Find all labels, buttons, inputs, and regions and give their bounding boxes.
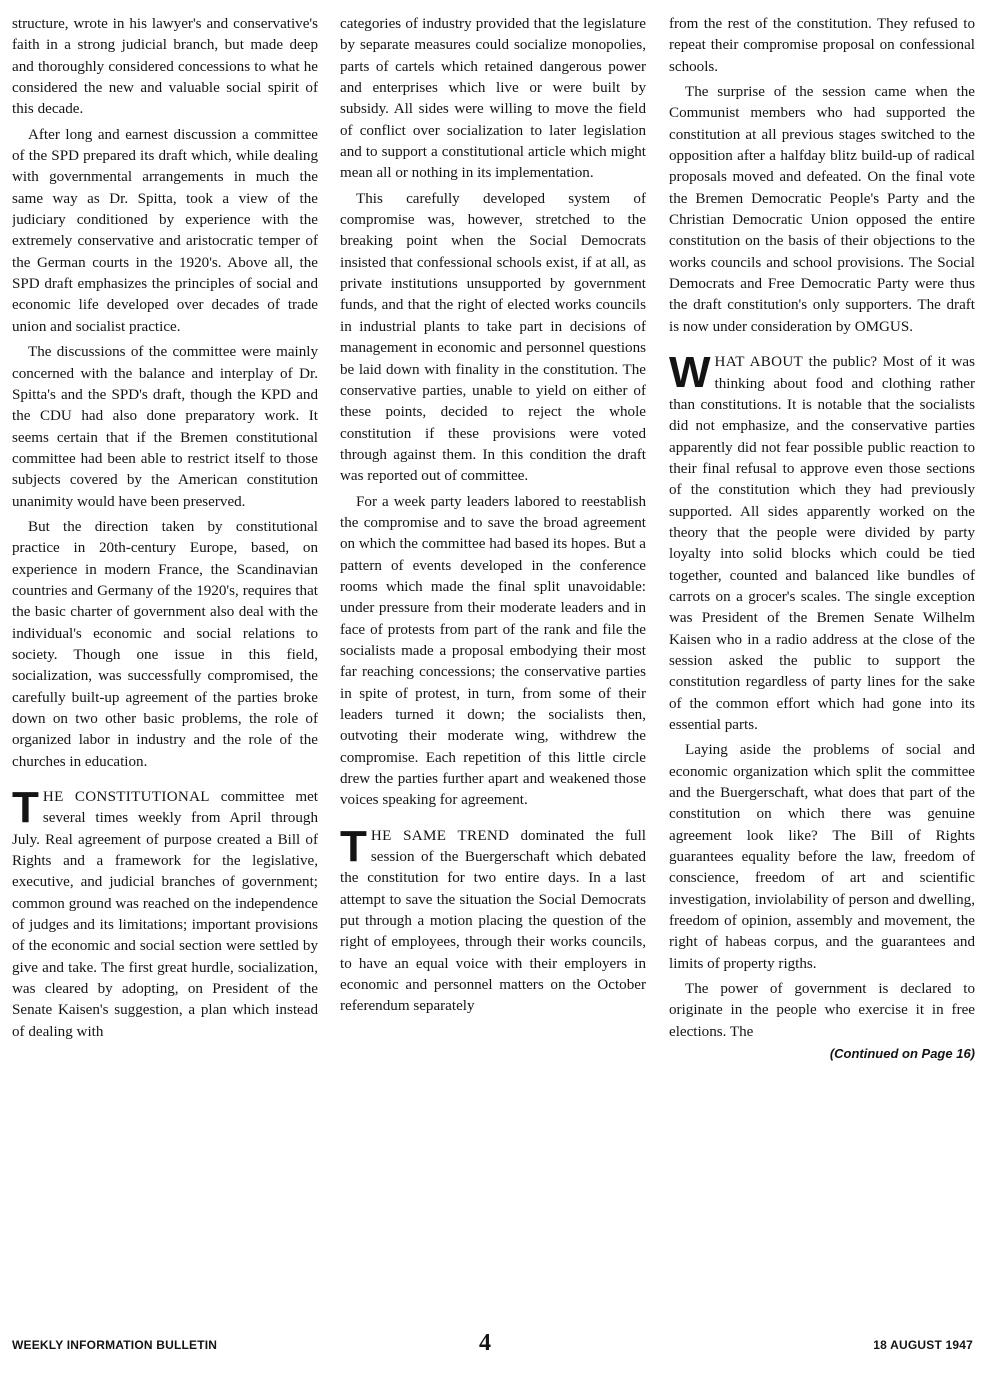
drop-cap: T bbox=[340, 821, 367, 871]
page-footer bbox=[12, 1330, 973, 1358]
section-body: the public? Most of it was thinking about food and clothing rather than constitutions. It is notable that the socialists did not emphasize, and the conservative parties apparently did not fear possible public reaction to their final refusal to approve even those sections of the constitution which they had previously supported. All sides apparently worked on the theory that the people were divided by party loyalty into solid blocks which could be tied together, counted and balanced like bundles of carrots on a grocer's scales. The single exception was President of the Bremen Senate Wilhelm Kaisen who in a radio address at the close of the session asked the public to support the constitution regardless of party lines for the sake of the common effort which had gone into its essential parts. bbox=[669, 354, 975, 733]
page-number: 4 bbox=[479, 1330, 491, 1356]
paragraph: After long and earnest discussion a committee of the SPD prepared its draft which, while dealing with governmental arrangements in much the same way as Dr. Spitta, took a view of the judiciary conditioned by experience with the extremely conservative and aristocratic temper of the German courts in the 1920's. Above all, the SPD draft emphasizes the principles of social and economic life developed over decades of trade union and socialist practice. bbox=[12, 126, 318, 335]
paragraph: The surprise of the session came when the Communist members who had supported the constitution at all previous stages switched to the opposition after a halfday blitz build-up of radical proposals moved and defeated. On the final vote the Bremen Democratic People's Party and the Christian Democratic Union opposed the entire constitution on the basis of their objections to the works councils and school provisions. The Social Democrats and Free Democratic Party were thus the draft constitution's only supporters. The draft is now under consideration by OMGUS. bbox=[669, 84, 975, 335]
paragraph: For a week party leaders labored to reestablish the compromise and to save the broad agreement on which the committee had based its hopes. But a pattern of events developed in the conference rooms which made the final split unavoidable: under pressure from their moderate leaders and in face of protests from part of the rank and file the socialists made a proposal embodying their most far reaching concessions; the conservative parties in spite of protest, in turn, from some of their leaders turned it down; the socialists then, outvoting their moderate wing, withdrew the compromise. Each repetition of this little circle drew the parties further apart and weakened those voices speaking for agreement. bbox=[340, 493, 646, 809]
section-same-trend bbox=[340, 821, 646, 1018]
section-what-about-public bbox=[669, 348, 975, 736]
paragraph: from the rest of the constitution. They refused to repeat their compromise proposal on confessional schools. bbox=[669, 16, 975, 75]
column-1 bbox=[12, 14, 318, 1314]
paragraph: But the direction taken by constitutional practice in 20th-century Europe, based, on experience in modern France, the Scandinavian countries and Germany of the 1920's, requires that the basic charter of government also deal with the individual's economic and social relations to society. Though one issue in this field, socialization, was successfully compromised, the carefully built-up agreement of the parties broke down on two other basic problems, the role of organized labor in industry and the role of the churches in education. bbox=[12, 518, 318, 770]
continued-note: (Continued on Page 16) bbox=[829, 1046, 975, 1062]
section-lead: HE CONSTITUTIONAL bbox=[42, 789, 210, 806]
drop-cap: T bbox=[12, 783, 39, 833]
section-lead: HAT ABOUT bbox=[714, 354, 804, 371]
paragraph: Laying aside the problems of social and economic organization which split the committee and the Buergerschaft, what does that part of the constitution on which there was genuine agreement look like? The Bill of Rights guarantees equality before the law, freedom of conscience, freedom of art and scientific investigation, inviolability of person and dwelling, freedom of opinion, assembly and movement, the right of habeas corpus, and the guarantees and limits of property rigths. bbox=[669, 742, 975, 972]
issue-date: 18 AUGUST 1947 bbox=[873, 1338, 973, 1352]
paragraph: structure, wrote in his lawyer's and conservative's faith in a strong judicial branch, but made deep and thoroughly considered concessions to what he considered the new and valuable social spirit of this decade. bbox=[12, 16, 318, 118]
section-body: committee met several times weekly from April through July. Real agreement of purpose created a Bill of Rights and a framework for the legislative, executive, and judicial branches of government; common ground was reached on the independence of judges and its limitations; important provisions of the economic and social section were settled by give and take. The first great hurdle, socialization, was cleared by adopting, on President of the Senate Kaisen's suggestion, a plan which instead of dealing with bbox=[12, 789, 318, 1040]
paragraph: The discussions of the committee were mainly concerned with the balance and interplay of Dr. Spitta's and the SPD's draft, though the KPD and the CDU had also done preparatory work. It seems certain that if the Bremen constitutional committee had been able to restrict itself to those subjects covered by the American constitution unanimity would have been preserved. bbox=[12, 344, 318, 510]
paragraph: The power of government is declared to originate in the people who exercise it in free elections. The bbox=[669, 981, 975, 1040]
section-constitutional-committee bbox=[12, 783, 318, 1043]
section-body: dominated the full session of the Buergerschaft which debated the constitution for two entire days. In a last attempt to save the situation the Social Democrats put through a motion placing the question of the right of employees, through their works councils, to have an equal voice with their employers in economic and personnel matters on the October referendum separately bbox=[340, 827, 646, 1015]
column-2 bbox=[340, 14, 646, 1314]
drop-cap: W bbox=[669, 348, 711, 398]
section-lead: HE SAME TREND bbox=[370, 827, 510, 844]
column-3 bbox=[669, 14, 975, 1314]
paragraph: This carefully developed system of compromise was, however, stretched to the breaking point when the Social Democrats insisted that confessional schools exist, if at all, as private institutions unsupported by government funds, and that the right of elected works councils in industrial plants to take part in decisions of management in economic and personnel questions be laid down with finality in the constitution. The conservative parties, unable to yield on either of these points, decided to reject the whole constitution if these provisions were voted through against them. In this condition the draft was reported out of committee. bbox=[340, 190, 646, 485]
publication-title: WEEKLY INFORMATION BULLETIN bbox=[12, 1338, 218, 1352]
paragraph: categories of industry provided that the legislature by separate measures could socialize monopolies, parts of cartels which retained dangerous power and enterprises which live or were built by subsidy. All sides were willing to move the field of conflict over socialization to later legislation and to support a constitutional article which might mean all or nothing in its implementation. bbox=[340, 16, 646, 182]
